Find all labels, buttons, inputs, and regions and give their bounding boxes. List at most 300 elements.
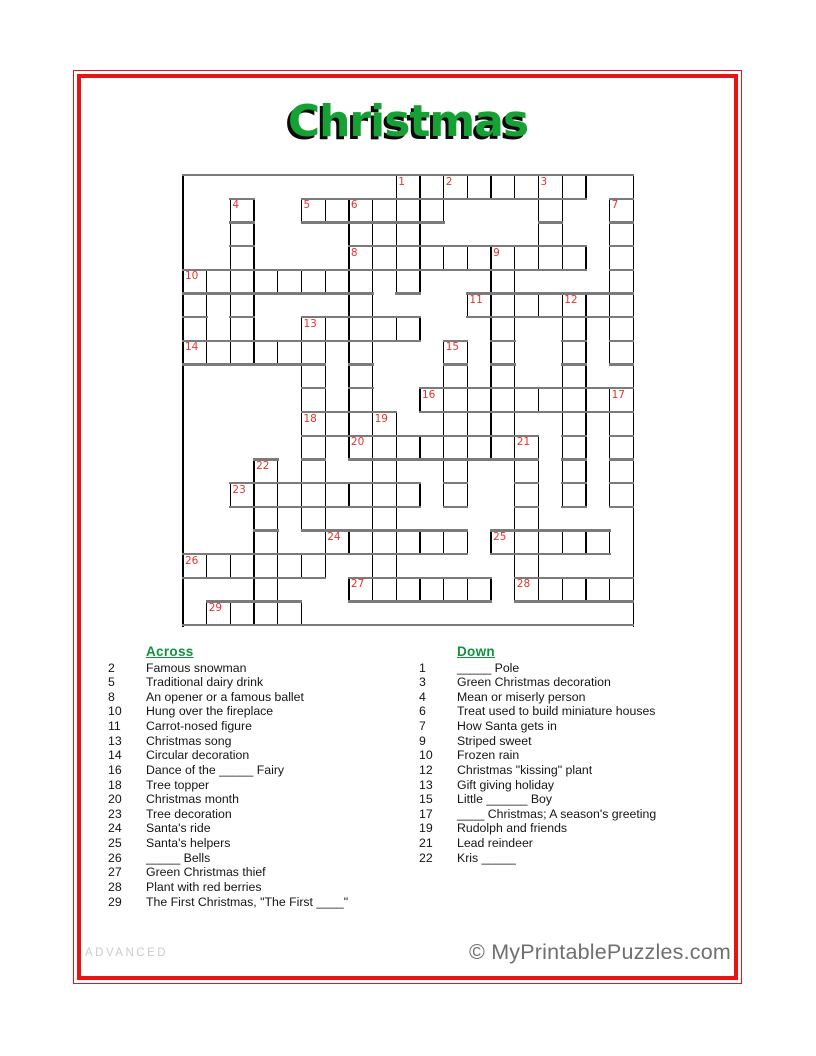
grid-line (325, 411, 326, 437)
grid-cell[interactable] (230, 222, 254, 246)
grid-line (538, 529, 564, 531)
clue-number: 11 (108, 719, 121, 733)
grid-cell[interactable] (302, 436, 326, 460)
grid-line (301, 269, 327, 271)
grid-cell[interactable] (562, 531, 586, 555)
grid-line (396, 411, 397, 437)
grid-line (230, 292, 231, 318)
grid-cell[interactable] (444, 459, 468, 483)
grid-cell[interactable] (539, 578, 563, 602)
grid-cell[interactable] (610, 483, 634, 507)
grid-cell[interactable] (539, 199, 563, 223)
grid-cell[interactable] (302, 459, 326, 483)
grid-line (443, 553, 469, 555)
grid-cell[interactable] (420, 199, 444, 223)
grid-cell[interactable] (467, 388, 491, 412)
grid-line (206, 600, 207, 626)
grid-line (277, 506, 278, 532)
grid-line (419, 577, 445, 579)
grid-line (561, 363, 587, 365)
grid-cell[interactable] (373, 483, 397, 507)
clue-number: 28 (108, 879, 122, 894)
grid-cell[interactable] (610, 317, 634, 341)
cell-number-label: 3 (540, 175, 548, 188)
grid-line (348, 482, 349, 508)
grid-line (372, 529, 373, 555)
grid-line (562, 577, 563, 603)
grid-line (443, 600, 469, 602)
grid-cell[interactable] (349, 317, 373, 341)
grid-line (301, 269, 302, 295)
clue-text: Mean or miserly person (457, 689, 586, 704)
cell-number-label: 14 (185, 341, 199, 354)
clue-text: Christmas month (146, 792, 239, 807)
grid-cell[interactable] (444, 483, 468, 507)
grid-cell[interactable] (349, 388, 373, 412)
grid-cell[interactable] (302, 554, 326, 578)
grid-cell[interactable] (396, 317, 420, 341)
grid-cell[interactable] (586, 294, 610, 318)
clue-text: The First Christmas, "The First ____" (146, 894, 349, 909)
grid-cell[interactable] (562, 578, 586, 602)
grid-line (372, 245, 398, 247)
grid-line (443, 529, 444, 555)
grid-cell[interactable] (207, 554, 231, 578)
cell-number-label: 26 (185, 554, 199, 567)
grid-line (609, 529, 610, 555)
clue-row (419, 734, 749, 749)
grid-line (253, 529, 254, 555)
grid-cell[interactable] (515, 507, 539, 531)
grid-cell[interactable] (491, 365, 515, 389)
grid-line (395, 577, 421, 579)
grid-line (348, 387, 374, 389)
grid-cell[interactable] (539, 294, 563, 318)
grid-cell[interactable] (610, 436, 634, 460)
grid-cell[interactable] (325, 317, 349, 341)
grid-cell[interactable] (373, 436, 397, 460)
grid-line (514, 387, 540, 389)
cell-number-label: 16 (422, 388, 436, 401)
clue-number: 8 (108, 689, 115, 704)
grid-line (561, 198, 587, 200)
grid-cell[interactable] (491, 412, 515, 436)
grid-cell[interactable] (562, 388, 586, 412)
grid-cell[interactable] (207, 270, 231, 294)
grid-cell[interactable] (491, 317, 515, 341)
grid-line (229, 292, 255, 294)
clue-text: Lead reindeer (457, 836, 533, 850)
grid-line (277, 482, 278, 508)
grid-cell[interactable] (302, 483, 326, 507)
grid-line (229, 506, 255, 508)
grid-line (514, 458, 540, 460)
grid-cell[interactable] (396, 578, 420, 602)
grid-line (585, 387, 611, 389)
grid-line (372, 269, 398, 271)
grid-cell[interactable] (230, 294, 254, 318)
grid-cell[interactable] (491, 436, 515, 460)
grid-cell[interactable] (278, 554, 302, 578)
grid-cell[interactable] (420, 246, 444, 270)
grid-line (419, 435, 445, 437)
grid-cell[interactable] (515, 554, 539, 578)
grid-line (419, 221, 445, 223)
grid-line (348, 363, 374, 365)
grid-cell[interactable] (610, 341, 634, 365)
grid-line (372, 316, 373, 342)
grid-cell[interactable] (562, 341, 586, 365)
grid-line (325, 316, 326, 342)
cell-number-label: 21 (516, 436, 531, 449)
grid-line (562, 458, 563, 484)
grid-line (562, 387, 563, 413)
grid-cell[interactable] (207, 341, 231, 365)
grid-cell[interactable] (349, 270, 373, 294)
grid-cell[interactable] (302, 341, 326, 365)
clue-text: Carrot-nosed figure (146, 719, 252, 733)
grid-cell[interactable] (254, 578, 278, 602)
grid-line (443, 482, 469, 484)
grid-cell[interactable] (230, 554, 254, 578)
grid-line (585, 529, 586, 555)
clue-number: 17 (419, 806, 433, 821)
grid-cell[interactable] (562, 365, 586, 389)
clue-number: 13 (108, 733, 122, 748)
grid-cell[interactable] (254, 602, 278, 626)
grid-cell[interactable] (349, 483, 373, 507)
grid-cell[interactable] (302, 365, 326, 389)
grid-cell[interactable] (254, 554, 278, 578)
grid-cell[interactable] (278, 270, 302, 294)
grid-cell[interactable] (515, 388, 539, 412)
grid-cell[interactable] (278, 341, 302, 365)
clue-text: Treat used to build miniature houses (457, 704, 656, 719)
grid-line (348, 411, 374, 413)
grid-line (277, 269, 278, 295)
grid-cell[interactable] (515, 175, 539, 199)
grid-cell[interactable] (325, 483, 349, 507)
grid-line (419, 482, 420, 508)
grid-line (348, 198, 349, 224)
grid-line (538, 411, 564, 413)
grid-line (538, 482, 539, 508)
grid-cell[interactable] (491, 294, 515, 318)
grid-cell[interactable] (515, 246, 539, 270)
grid-line (396, 553, 397, 579)
grid-cell[interactable] (586, 578, 610, 602)
grid-line (443, 245, 469, 247)
grid-cell[interactable] (302, 270, 326, 294)
grid-cell[interactable] (325, 199, 349, 223)
grid-line (514, 292, 515, 318)
grid-cell[interactable] (254, 507, 278, 531)
grid-cell[interactable] (420, 436, 444, 460)
grid-cell[interactable] (278, 602, 302, 626)
grid-line (277, 577, 278, 603)
grid-line (490, 340, 516, 342)
grid-cell[interactable] (444, 365, 468, 389)
clue-number: 14 (108, 748, 122, 763)
grid-line (206, 269, 207, 295)
grid-line (277, 600, 278, 626)
grid-line (348, 411, 349, 437)
grid-line (301, 340, 302, 366)
grid-cell[interactable] (610, 246, 634, 270)
grid-cell[interactable] (562, 175, 586, 199)
grid-line (443, 435, 469, 437)
grid-cell[interactable] (491, 388, 515, 412)
grid-cell[interactable] (610, 578, 634, 602)
grid-line (538, 387, 539, 413)
grid-cell[interactable] (515, 459, 539, 483)
grid-line (514, 363, 515, 389)
grid-line (490, 174, 491, 200)
grid-cell[interactable] (515, 483, 539, 507)
grid-line (585, 458, 586, 484)
grid-line (253, 553, 279, 555)
grid-line (396, 506, 397, 532)
grid-cell[interactable] (491, 175, 515, 199)
grid-cell[interactable] (444, 388, 468, 412)
grid-cell[interactable] (610, 412, 634, 436)
grid-cell[interactable] (562, 412, 586, 436)
grid-cell[interactable] (254, 270, 278, 294)
grid-cell[interactable] (562, 317, 586, 341)
grid-line (514, 269, 515, 295)
grid-cell[interactable] (373, 246, 397, 270)
cell-number-label: 5 (303, 199, 311, 212)
grid-cell[interactable] (610, 222, 634, 246)
grid-cell[interactable] (230, 246, 254, 270)
grid-cell[interactable] (373, 531, 397, 555)
grid-cell[interactable] (562, 483, 586, 507)
grid-cell[interactable] (183, 317, 207, 341)
grid-cell[interactable] (467, 578, 491, 602)
grid-cell[interactable] (396, 246, 420, 270)
grid-line (585, 292, 611, 294)
grid-cell[interactable] (586, 388, 610, 412)
grid-line (301, 506, 302, 532)
grid-line (585, 411, 586, 437)
grid-line (230, 482, 231, 508)
grid-cell[interactable] (230, 317, 254, 341)
grid-line (585, 435, 586, 461)
grid-cell[interactable] (325, 270, 349, 294)
grid-cell[interactable] (586, 531, 610, 555)
grid-line (466, 577, 492, 579)
clue-text: Dance of the _____ Fairy (146, 762, 285, 777)
grid-line (325, 529, 326, 555)
grid-line (514, 482, 540, 484)
grid-cell[interactable] (539, 222, 563, 246)
grid-line (514, 245, 540, 247)
grid-line (419, 269, 445, 271)
grid-line (253, 577, 254, 603)
grid-cell[interactable] (349, 412, 373, 436)
grid-line (396, 221, 397, 247)
grid-cell[interactable] (183, 294, 207, 318)
grid-line (324, 506, 350, 508)
grid-line (609, 506, 635, 508)
grid-line (372, 482, 373, 508)
grid-line (490, 340, 491, 366)
clue-number: 16 (108, 762, 122, 777)
grid-line (585, 292, 586, 318)
grid-line (277, 482, 303, 484)
grid-cell[interactable] (491, 341, 515, 365)
grid-line (443, 387, 444, 413)
grid-line (301, 553, 327, 555)
grid-line (372, 506, 373, 532)
clue-number: 18 (108, 777, 122, 792)
grid-cell[interactable] (610, 270, 634, 294)
grid-line (396, 174, 397, 200)
grid-cell[interactable] (610, 459, 634, 483)
grid-line (372, 577, 373, 603)
grid-cell[interactable] (396, 483, 420, 507)
grid-line (301, 458, 302, 484)
copyright-text: © MyPrintablePuzzles.com (468, 940, 731, 964)
grid-line (301, 292, 327, 294)
grid-cell[interactable] (349, 341, 373, 365)
grid-cell[interactable] (420, 531, 444, 555)
crossword-grid (183, 175, 633, 625)
across-header: Across (146, 644, 194, 659)
grid-cell[interactable] (396, 222, 420, 246)
grid-cell[interactable] (230, 270, 254, 294)
clue-number: 6 (419, 704, 426, 719)
grid-cell[interactable] (539, 246, 563, 270)
grid-line (206, 316, 207, 342)
clue-text: Christmas song (146, 733, 232, 748)
grid-line (396, 435, 397, 461)
grid-cell[interactable] (254, 483, 278, 507)
grid-cell[interactable] (539, 388, 563, 412)
grid-cell[interactable] (444, 578, 468, 602)
clue-row (108, 865, 438, 880)
grid-line (253, 340, 254, 366)
clue-row (108, 836, 438, 851)
grid-cell[interactable] (302, 507, 326, 531)
grid-line (372, 553, 373, 579)
clue-row (419, 690, 749, 705)
clue-row (108, 748, 438, 763)
grid-cell[interactable] (325, 412, 349, 436)
grid-cell[interactable] (420, 578, 444, 602)
clue-row (108, 792, 438, 807)
grid-cell[interactable] (230, 341, 254, 365)
grid-line (467, 482, 468, 508)
grid-line (301, 221, 327, 223)
grid-cell[interactable] (373, 459, 397, 483)
grid-cell[interactable] (373, 317, 397, 341)
grid-cell[interactable] (278, 483, 302, 507)
grid-line (562, 482, 563, 508)
grid-cell[interactable] (491, 270, 515, 294)
grid-cell[interactable] (444, 531, 468, 555)
grid-cell[interactable] (373, 578, 397, 602)
grid-cell[interactable] (254, 531, 278, 555)
grid-cell[interactable] (373, 507, 397, 531)
grid-line (324, 482, 350, 484)
grid-cell[interactable] (254, 341, 278, 365)
grid-cell[interactable] (396, 531, 420, 555)
grid-line (182, 577, 208, 579)
clue-number: 22 (419, 850, 433, 865)
grid-line (372, 506, 398, 508)
grid-line (490, 387, 491, 413)
grid-cell[interactable] (562, 246, 586, 270)
grid-line (253, 221, 254, 247)
grid-line (514, 506, 515, 532)
grid-cell[interactable] (349, 294, 373, 318)
grid-line (490, 529, 491, 555)
grid-line (609, 221, 610, 247)
grid-line (443, 577, 469, 579)
clue-row (419, 748, 749, 763)
grid-cell[interactable] (467, 436, 491, 460)
grid-cell[interactable] (444, 412, 468, 436)
grid-line (372, 458, 373, 484)
grid-line (561, 506, 587, 508)
grid-cell[interactable] (396, 199, 420, 223)
grid-line (277, 553, 303, 555)
grid-line (277, 577, 303, 579)
grid-line (562, 411, 563, 437)
grid-cell[interactable] (349, 222, 373, 246)
grid-line (561, 529, 587, 531)
grid-cell[interactable] (396, 436, 420, 460)
grid-line (419, 577, 420, 603)
grid-line (538, 269, 564, 271)
grid-cell[interactable] (302, 388, 326, 412)
clue-text: ____ Christmas; A season's greeting (457, 806, 657, 821)
grid-line (277, 269, 303, 271)
grid-line (372, 435, 398, 437)
grid-cell[interactable] (515, 531, 539, 555)
grid-line (253, 363, 279, 365)
grid-cell[interactable] (610, 294, 634, 318)
grid-line (206, 340, 232, 342)
grid-line (585, 340, 586, 366)
grid-cell[interactable] (444, 246, 468, 270)
grid-cell[interactable] (467, 246, 491, 270)
grid-line (324, 221, 350, 223)
grid-cell[interactable] (373, 554, 397, 578)
grid-cell[interactable] (467, 175, 491, 199)
grid-cell[interactable] (444, 436, 468, 460)
grid-cell[interactable] (230, 602, 254, 626)
grid-line (182, 292, 208, 294)
grid-cell[interactable] (373, 199, 397, 223)
grid-line (301, 411, 302, 437)
grid-line (230, 316, 231, 342)
grid-cell[interactable] (396, 270, 420, 294)
grid-line (561, 411, 587, 413)
grid-line (253, 577, 279, 579)
grid-cell[interactable] (539, 531, 563, 555)
grid-cell[interactable] (562, 436, 586, 460)
grid-cell[interactable] (349, 365, 373, 389)
grid-line (325, 482, 326, 508)
grid-line (467, 529, 468, 555)
grid-cell[interactable] (562, 459, 586, 483)
grid-line (514, 245, 515, 271)
grid-cell[interactable] (515, 294, 539, 318)
grid-line (609, 363, 635, 365)
grid-cell[interactable] (349, 531, 373, 555)
